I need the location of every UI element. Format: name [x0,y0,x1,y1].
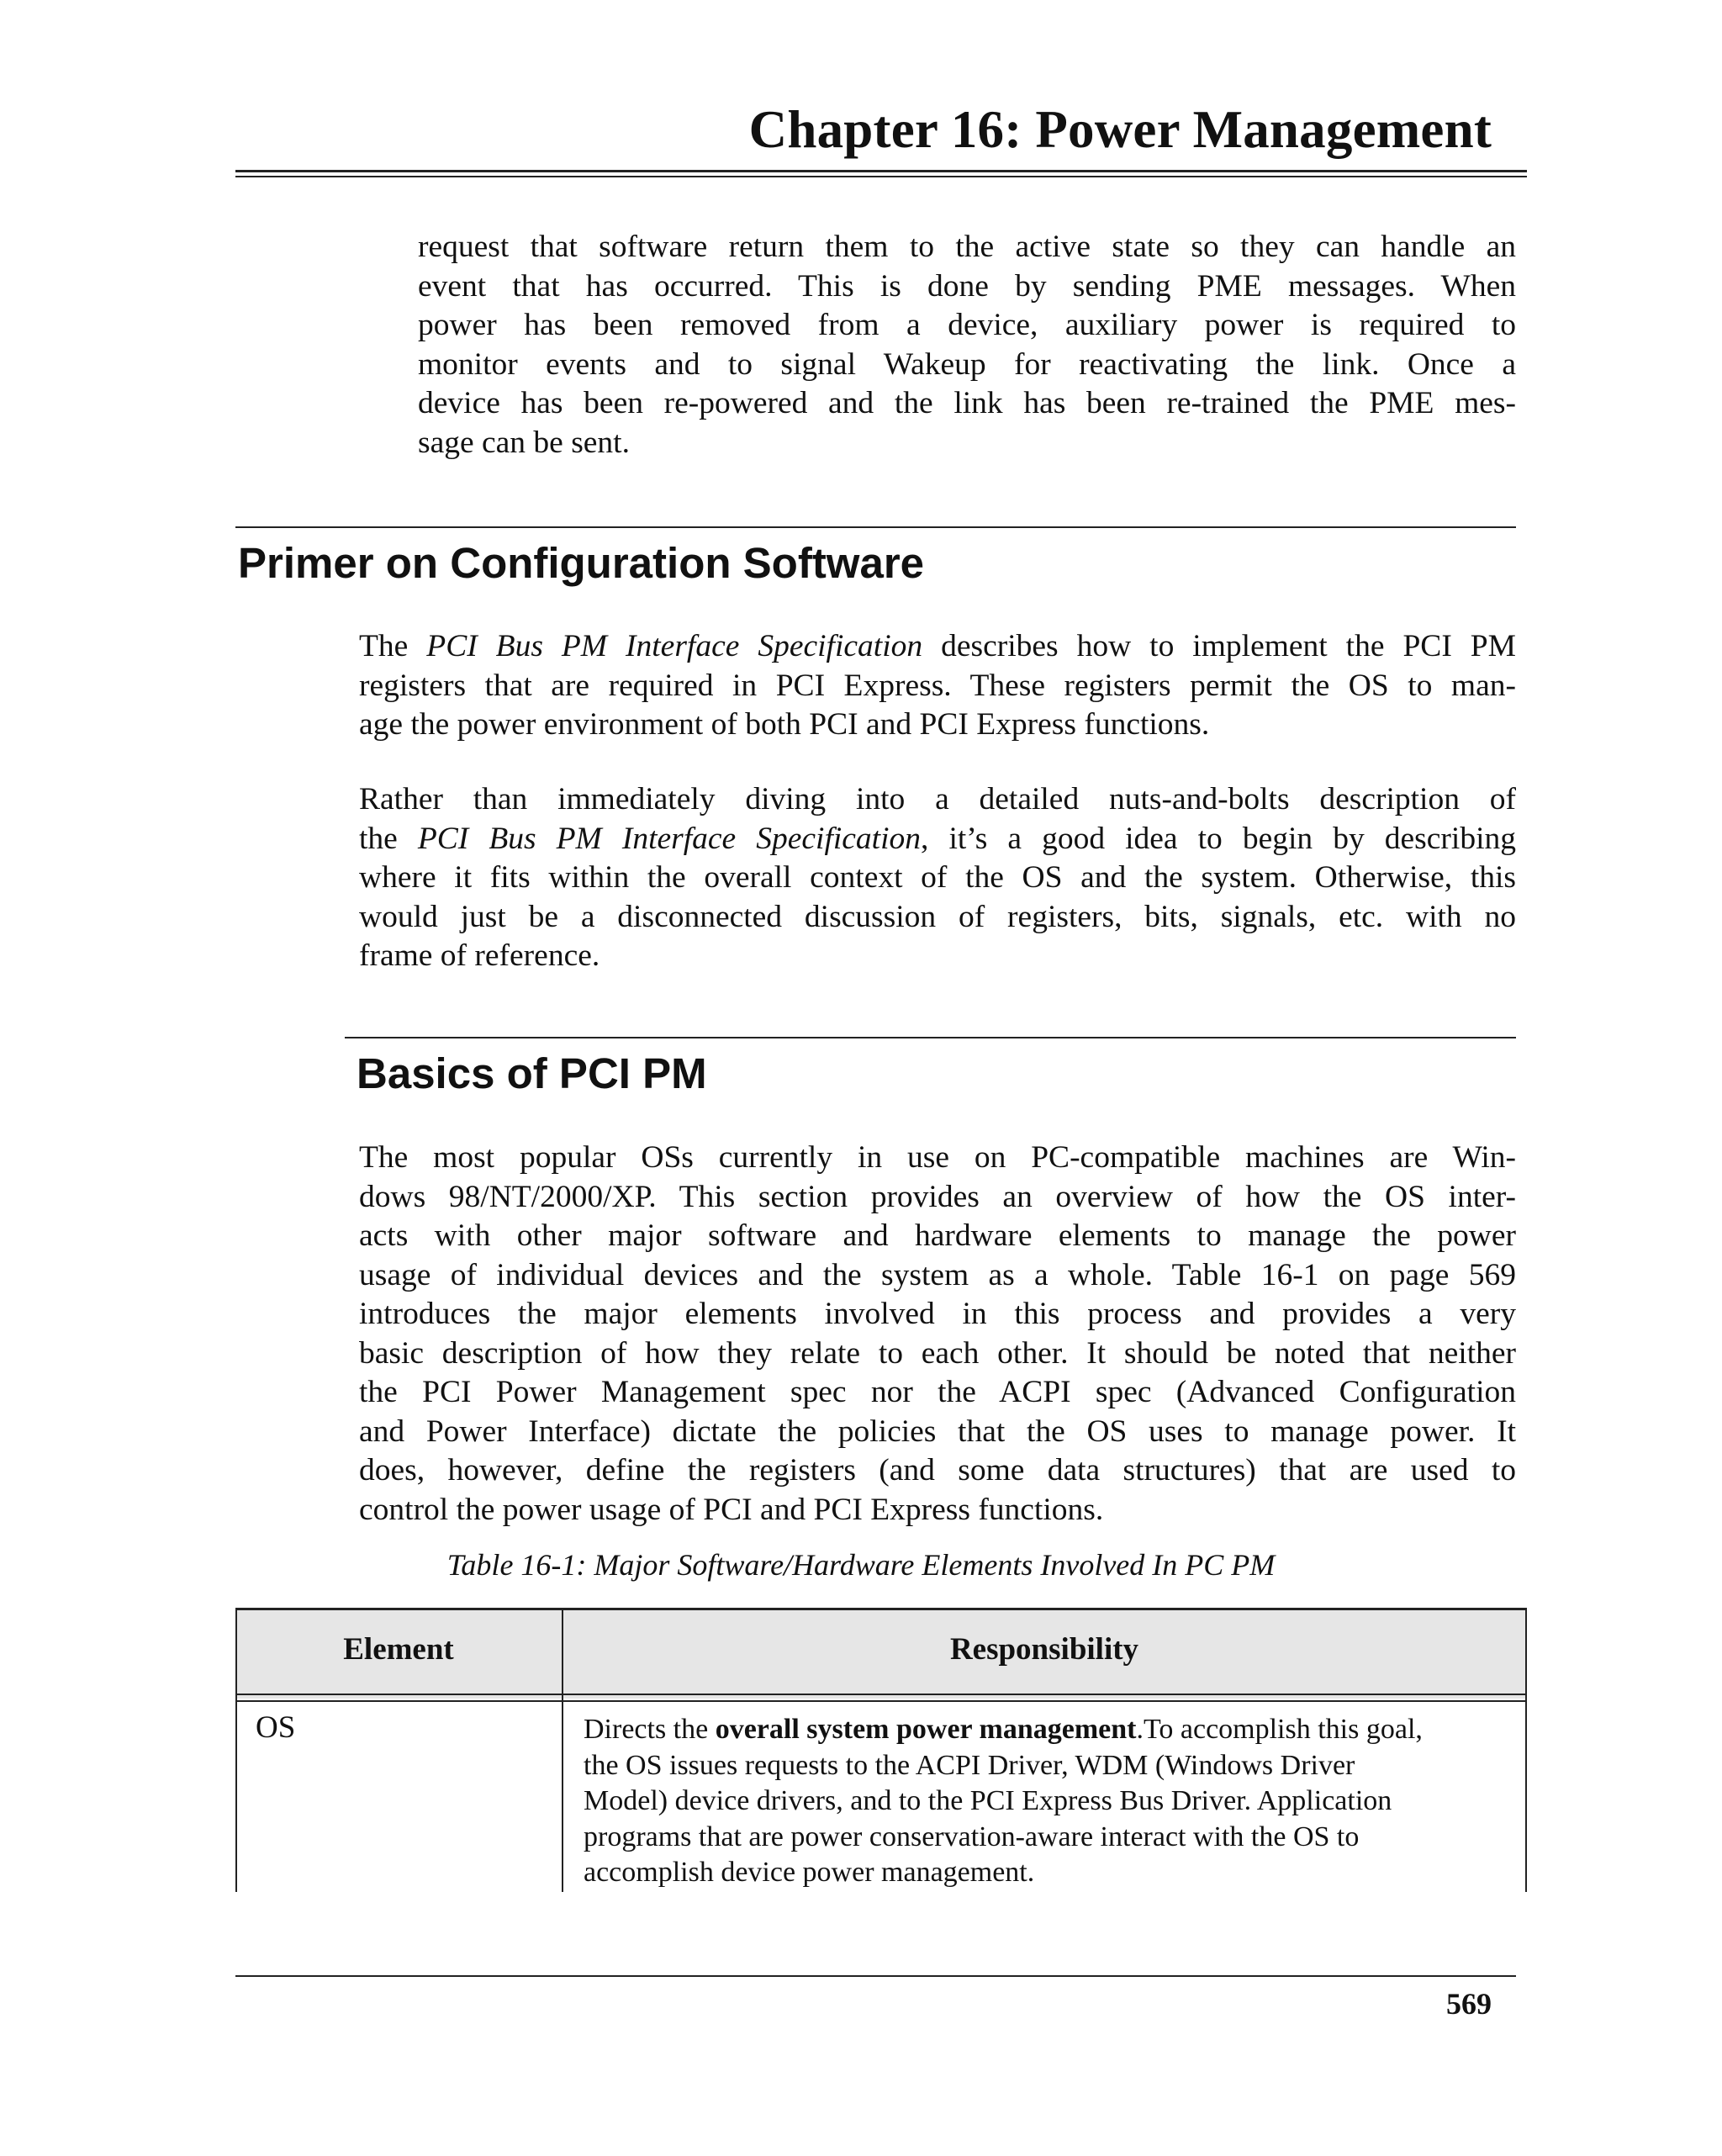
primer-p2-line5: frame of reference. [359,938,600,973]
responsibility-line: the OS issues requests to the ACPI Driver, WDM (Windows Driver [584,1749,1355,1781]
primer-p2-line4: would just be a disconnected discussion of registers, bits, signals, etc. with no [359,899,1516,934]
primer-p1-line1: The PCI Bus PM Interface Specification describes how to implement the PCI PM [359,629,1516,663]
spec-title-italic: PCI Bus PM Interface Specification [426,629,923,663]
header-rule-top [235,170,1527,172]
primer-p2-line1: Rather than immediately diving into a detailed nuts-and-bolts description of [359,782,1516,816]
primer-paragraph-2 [359,780,1516,976]
responsibility-line: programs that are power conservation-aware interact with the OS to [584,1820,1360,1852]
footer-rule [235,1975,1516,1977]
intro-line: sage can be sent. [418,425,630,460]
intro-paragraph [418,228,1516,462]
page-number: 569 [1446,1987,1492,2021]
basics-line: acts with other major software and hardware elements to manage the power [359,1218,1516,1253]
elements-table [235,1608,1527,1892]
basics-paragraph [359,1139,1516,1530]
primer-p1-line3: age the power environment of both PCI and PCI Express functions. [359,707,1210,742]
chapter-title: Chapter 16: Power Management [748,100,1492,159]
basics-line: the PCI Power Management spec nor the ACPI spec (Advanced Configuration [359,1375,1516,1409]
intro-line: power has been removed from a device, auxiliary power is required to [418,308,1516,342]
basics-line: does, however, define the registers (and some data structures) that are used to [359,1453,1516,1488]
primer-p1-line2: registers that are required in PCI Express. These registers permit the OS to man- [359,668,1516,703]
table-cell-element: OS [256,1710,296,1745]
primer-paragraph-1 [359,627,1516,745]
spec-title-italic: PCI Bus PM Interface Specification [417,821,922,856]
section-heading-basics: Basics of PCI PM [357,1049,707,1097]
section-rule-basics [345,1037,1516,1038]
basics-line: control the power usage of PCI and PCI Express functions. [359,1492,1104,1527]
basics-line: and Power Interface) dictate the policies that the OS uses to manage power. It [359,1414,1516,1449]
intro-line: monitor events and to signal Wakeup for reactivating the link. Once a [418,346,1516,382]
table-cell-responsibility [584,1712,1513,1891]
primer-p2-line3: where it fits within the overall context of the OS and the system. Otherwise, this [359,860,1516,895]
primer-p2-line2: the PCI Bus PM Interface Specification, it’s a good idea to begin by describing [359,821,1516,856]
basics-line: basic description of how they relate to each other. It should be noted that neither [359,1335,1516,1371]
header-rule-bottom [235,176,1527,177]
intro-line: device has been re-powered and the link has been re-trained the PME mes- [418,386,1516,420]
section-rule-primer [235,526,1516,528]
section-heading-primer: Primer on Configuration Software [238,539,925,587]
table-header-rule-2 [235,1700,1527,1702]
table-caption: Table 16-1: Major Software/Hardware Elements Involved In PC PM [446,1548,1276,1582]
responsibility-line: Model) device drivers, and to the PCI Express Bus Driver. Application [584,1785,1392,1816]
responsibility-line: accomplish device power management. [584,1857,1035,1888]
intro-line: request that software return them to the active state so they can handle an [418,230,1516,264]
table-header-element: Element [343,1632,454,1667]
basics-line: usage of individual devices and the system as a whole. Table 16-1 on page 569 [359,1257,1516,1292]
basics-line: The most popular OSs currently in use on PC-compatible machines are Win- [359,1140,1516,1175]
intro-line: event that has occurred. This is done by sending PME messages. When [418,268,1516,304]
responsibility-bold: overall system power management [715,1714,1137,1745]
table-header-rule-1 [235,1694,1527,1695]
table-right-border [1525,1608,1527,1892]
basics-line: dows 98/NT/2000/XP. This section provides an overview of how the OS inter- [359,1179,1516,1214]
table-header-responsibility: Responsibility [949,1632,1139,1667]
table-top-border [235,1608,1527,1610]
basics-line: introduces the major elements involved in this process and provides a very [359,1297,1516,1331]
responsibility-line: Directs the overall system power management.To accomplish this goal, [584,1714,1423,1745]
